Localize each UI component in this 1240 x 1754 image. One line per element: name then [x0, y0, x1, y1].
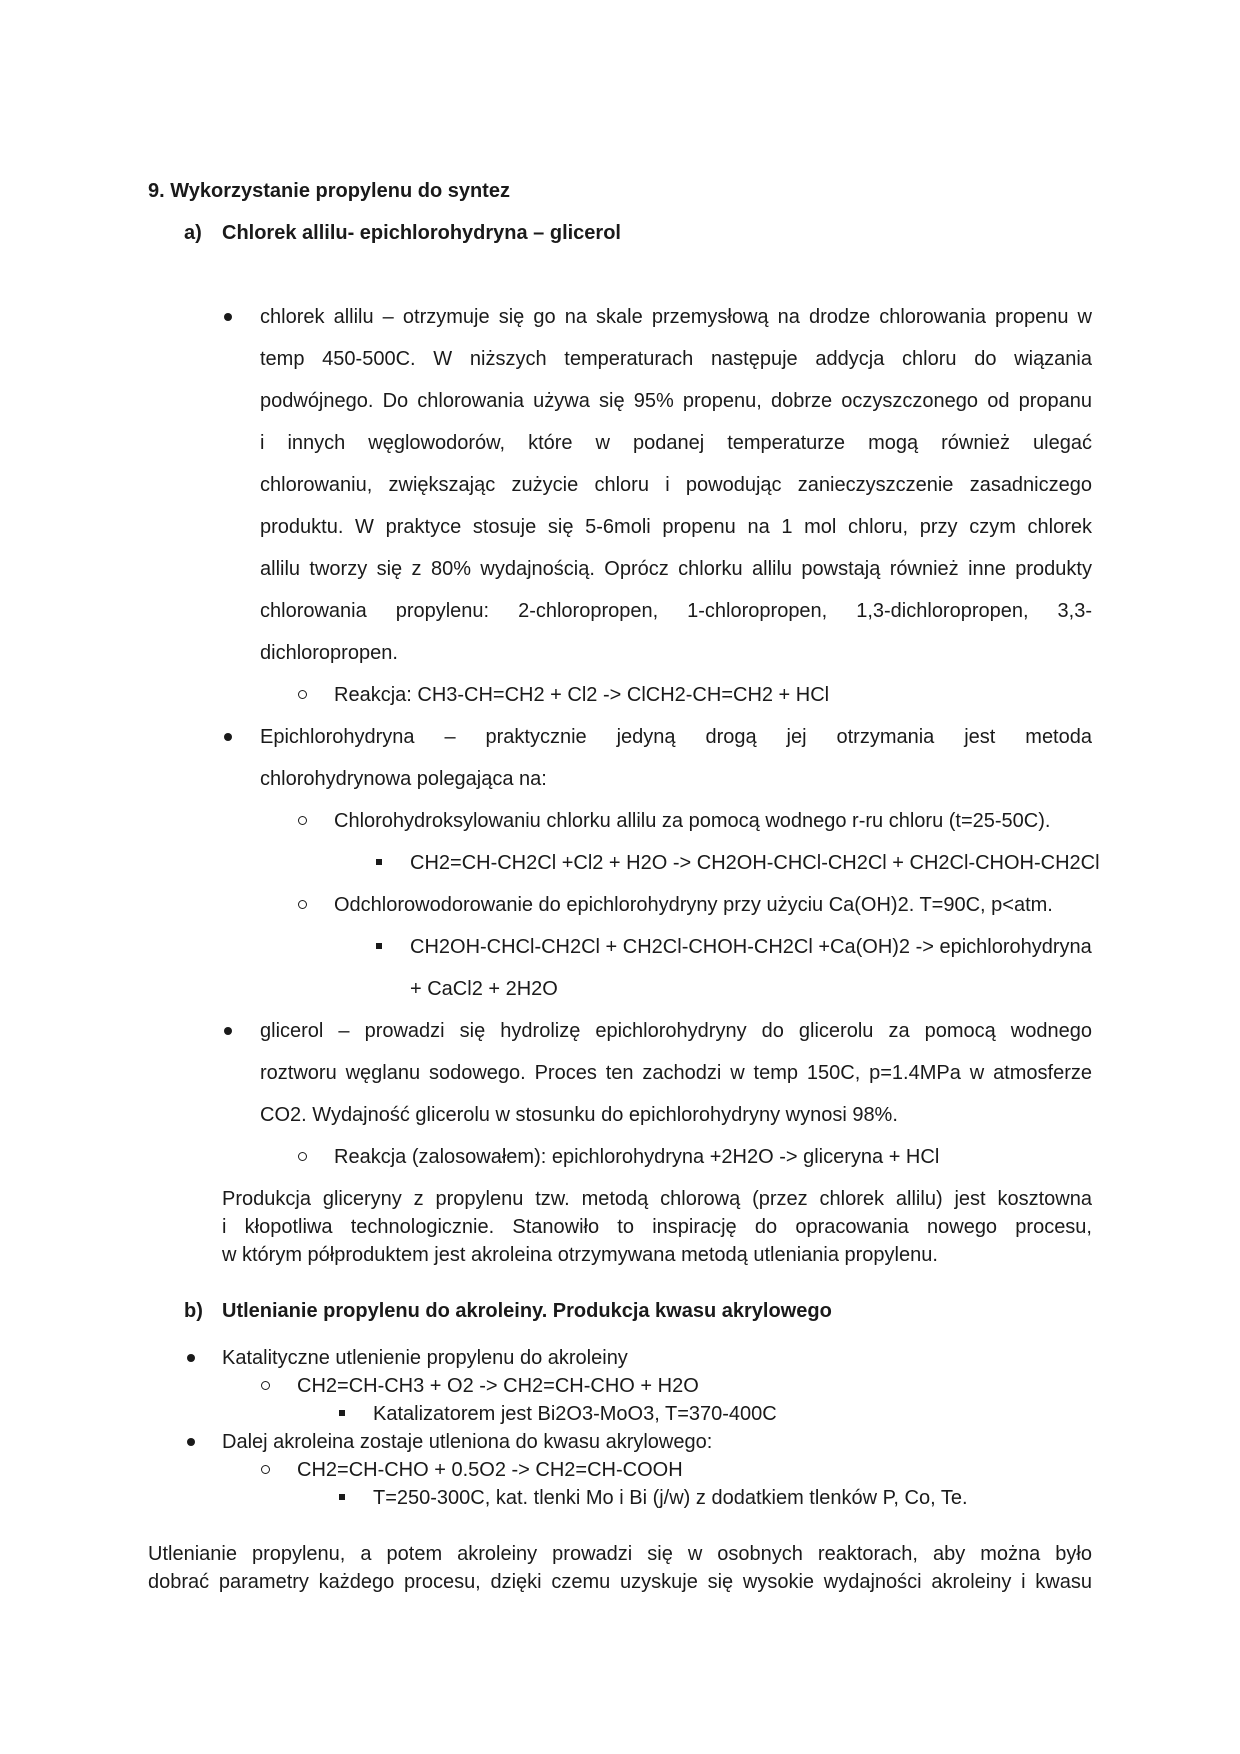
- bullet-icon: [224, 733, 232, 741]
- subsection-b-marker: b): [184, 1300, 203, 1322]
- epi-line: Epichlorohydryna – praktycznie jedyną drogą jej otrzymania jest metoda: [260, 726, 1092, 748]
- oxidation-equation: CH2=CH-CH3 + O2 -> CH2=CH-CHO + H2O: [297, 1375, 699, 1397]
- circle-bullet-icon: [261, 1381, 270, 1390]
- allyl-line: dichloropropen.: [260, 642, 398, 664]
- section-title: Wykorzystanie propylenu do syntez: [170, 180, 510, 202]
- allyl-reaction: Reakcja: CH3-CH=CH2 + Cl2 -> ClCH2-CH=CH2 + HCl: [334, 684, 830, 706]
- circle-bullet-icon: [298, 816, 307, 825]
- oxidation-catalyst: T=250-300C, kat. tlenki Mo i Bi (j/w) z dodatkiem tlenków P, Co, Te.: [373, 1487, 968, 1509]
- circle-bullet-icon: [298, 690, 307, 699]
- section-heading: [148, 178, 510, 204]
- epi-line: chlorohydrynowa polegająca na:: [260, 768, 547, 790]
- glycerol-line: roztworu węglanu sodowego. Proces ten zachodzi w temp 150C, p=1.4MPa w atmosferze: [260, 1062, 1092, 1084]
- summary-line: i kłopotliwa technologicznie. Stanowiło to inspirację do opracowania nowego procesu,: [222, 1216, 1092, 1238]
- allyl-line: chlorek allilu – otrzymuje się go na skale przemysłową na drodze chlorowania propenu w: [260, 306, 1092, 328]
- oxidation-equation: CH2=CH-CHO + 0.5O2 -> CH2=CH-COOH: [297, 1459, 683, 1481]
- square-bullet-icon: [376, 943, 382, 949]
- oxidation-item: Katalityczne utlenienie propylenu do akroleiny: [222, 1347, 628, 1369]
- square-bullet-icon: [339, 1494, 345, 1500]
- allyl-line: temp 450-500C. W niższych temperaturach następuje addycja chloru do wiązania: [260, 348, 1092, 370]
- subsection-a-title: Chlorek allilu- epichlorohydryna – glicerol: [222, 222, 621, 244]
- summary-line: w którym półproduktem jest akroleina otrzymywana metodą utleniania propylenu.: [222, 1244, 938, 1266]
- allyl-line: produktu. W praktyce stosuje się 5-6moli propenu na 1 mol chloru, przy czym chlorek: [260, 516, 1092, 538]
- final-line: dobrać parametry każdego procesu, dzięki czemu uzyskuje się wysokie wydajności akroleiny i kwasu: [148, 1571, 1092, 1593]
- summary-line: Produkcja gliceryny z propylenu tzw. metodą chlorową (przez chlorek allilu) jest kosztowna: [222, 1188, 1092, 1210]
- bullet-icon: [187, 1354, 195, 1362]
- oxidation-item: Dalej akroleina zostaje utleniona do kwasu akrylowego:: [222, 1431, 713, 1453]
- subsection-a-marker: a): [184, 222, 202, 244]
- oxidation-catalyst: Katalizatorem jest Bi2O3-MoO3, T=370-400C: [373, 1403, 777, 1425]
- circle-bullet-icon: [298, 1152, 307, 1161]
- epi-step2-equation: + CaCl2 + 2H2O: [410, 978, 558, 1000]
- glycerol-reaction: Reakcja (zalosowałem): epichlorohydryna +2H2O -> gliceryna + HCl: [334, 1146, 940, 1168]
- allyl-line: chlorowania propylenu: 2-chloropropen, 1-chloropropen, 1,3-dichloropropen, 3,3-: [260, 600, 1092, 622]
- allyl-line: allilu tworzy się z 80% wydajnością. Oprócz chlorku allilu powstają również inne produkty: [260, 558, 1092, 580]
- bullet-icon: [187, 1438, 195, 1446]
- epi-step1: Chlorohydroksylowaniu chlorku allilu za pomocą wodnego r-ru chloru (t=25-50C).: [334, 810, 1051, 832]
- epi-step1-equation: CH2=CH-CH2Cl +Cl2 + H2O -> CH2OH-CHCl-CH2Cl + CH2Cl-CHOH-CH2Cl: [410, 852, 1100, 874]
- glycerol-line: glicerol – prowadzi się hydrolizę epichlorohydryny do glicerolu za pomocą wodnego: [260, 1020, 1092, 1042]
- circle-bullet-icon: [298, 900, 307, 909]
- allyl-line: i innych węglowodorów, które w podanej temperaturze mogą również ulegać: [260, 432, 1092, 454]
- epi-step2: Odchlorowodorowanie do epichlorohydryny przy użyciu Ca(OH)2. T=90C, p<atm.: [334, 894, 1053, 916]
- square-bullet-icon: [339, 1410, 345, 1416]
- final-line: Utlenianie propylenu, a potem akroleiny prowadzi się w osobnych reaktorach, aby można było: [148, 1543, 1092, 1565]
- epi-step2-equation: CH2OH-CHCl-CH2Cl + CH2Cl-CHOH-CH2Cl +Ca(OH)2 -> epichlorohydryna: [410, 936, 1092, 958]
- glycerol-line: CO2. Wydajność glicerolu w stosunku do epichlorohydryny wynosi 98%.: [260, 1104, 898, 1126]
- allyl-line: podwójnego. Do chlorowania używa się 95% propenu, dobrze oczyszczonego od propanu: [260, 390, 1092, 412]
- allyl-line: chlorowaniu, zwiększając zużycie chloru i powodując zanieczyszczenie zasadniczego: [260, 474, 1092, 496]
- section-number: 9.: [148, 180, 165, 202]
- bullet-icon: [224, 1027, 232, 1035]
- bullet-icon: [224, 313, 232, 321]
- subsection-b-title: Utlenianie propylenu do akroleiny. Produkcja kwasu akrylowego: [222, 1300, 832, 1322]
- circle-bullet-icon: [261, 1465, 270, 1474]
- square-bullet-icon: [376, 859, 382, 865]
